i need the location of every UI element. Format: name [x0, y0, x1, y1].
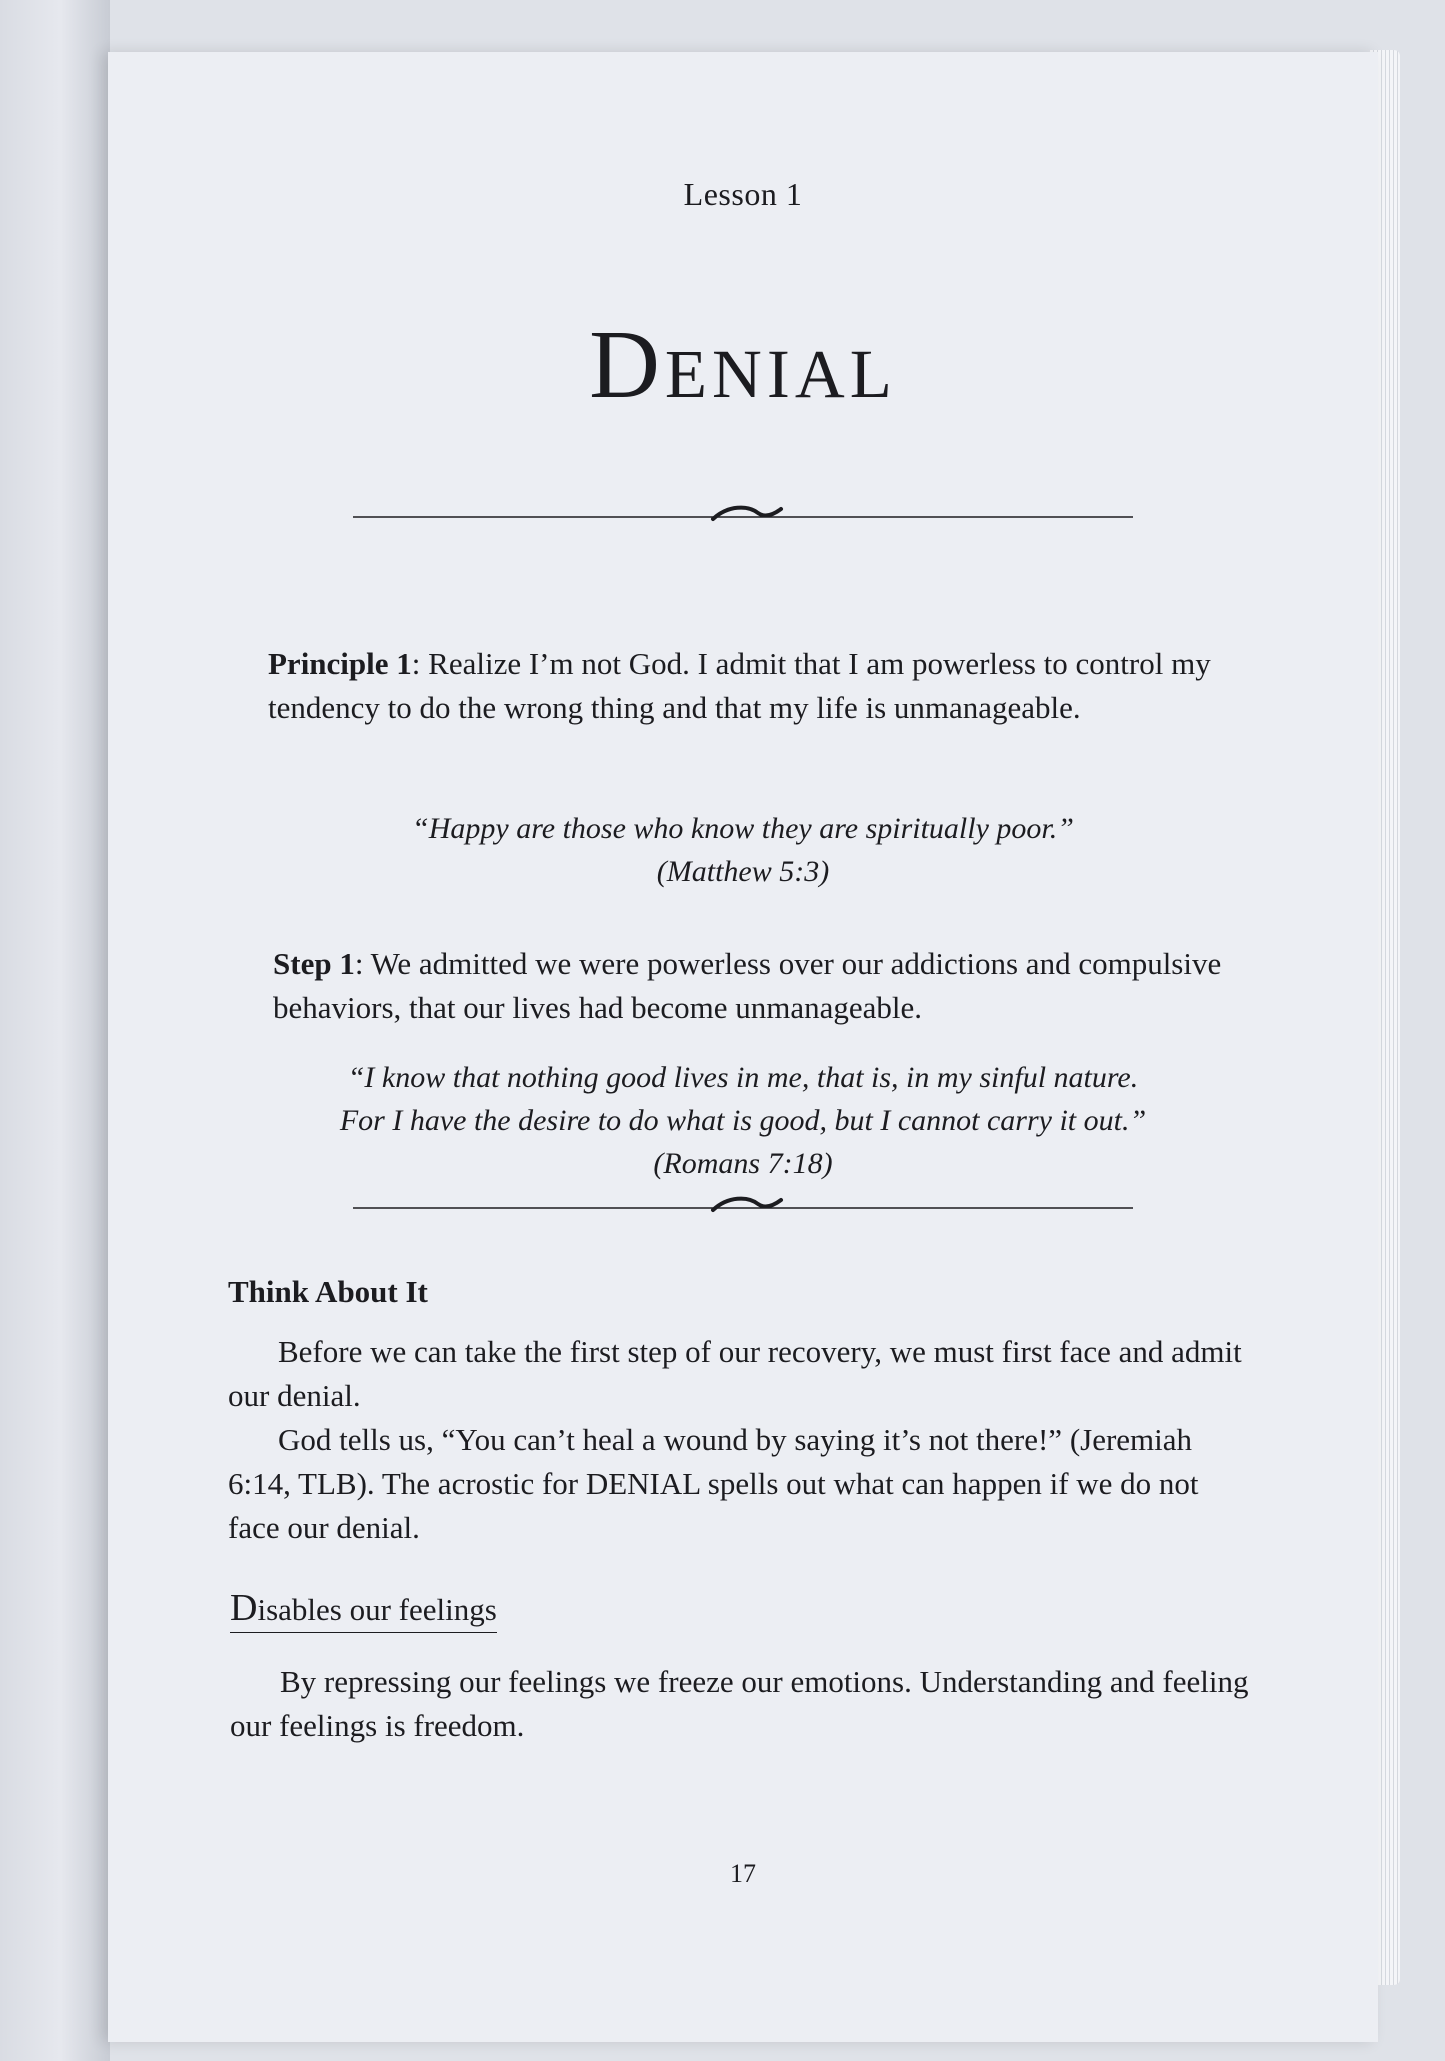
quote-romans-ref: (Romans 7:18)	[653, 1147, 833, 1180]
ornamental-divider-bottom	[108, 1190, 1378, 1220]
disables-heading-initial: D	[230, 1587, 258, 1629]
step-paragraph	[273, 942, 1223, 1030]
disables-feelings-text: By repressing our feelings we freeze our emotions. Understanding and feeling our feelings is freedom.	[230, 1664, 1249, 1743]
quote-matthew-text: “Happy are those who know they are spiritually poor.”	[412, 812, 1074, 845]
step-label: Step 1	[273, 946, 355, 981]
think-about-it-para1: Before we can take the first step of our recovery, we must first face and admit our denial.	[228, 1334, 1242, 1413]
chapter-title: Denial	[589, 311, 897, 419]
quote-matthew-ref: (Matthew 5:3)	[656, 855, 830, 888]
quote-matthew	[108, 807, 1378, 893]
think-about-it-heading: Think About It	[228, 1274, 428, 1309]
disables-heading-rest: isables our feelings	[257, 1592, 497, 1627]
disables-feelings-heading	[230, 1588, 497, 1633]
quote-romans	[108, 1056, 1378, 1185]
ornamental-divider-top	[108, 499, 1378, 529]
quote-romans-line2: For I have the desire to do what is good, but I cannot carry it out.”	[339, 1104, 1147, 1137]
page-number: 17	[730, 1859, 756, 1888]
think-about-it-para2: God tells us, “You can’t heal a wound by saying it’s not there!” (Jeremiah 6:14, TLB). The acrostic for DENIAL spells out what can happen if we do not face our denial.	[228, 1422, 1199, 1545]
facing-page-edge	[0, 0, 110, 2061]
step-text: : We admitted we were powerless over our addictions and compulsive behaviors, that our lives had become unmanageable.	[273, 946, 1222, 1025]
lesson-label: Lesson 1	[683, 176, 803, 212]
principle-text: : Realize I’m not God. I admit that I am powerless to control my tendency to do the wrong thing and that my life is unmanageable.	[268, 646, 1211, 725]
book-page	[108, 52, 1378, 2042]
principle-paragraph	[268, 642, 1218, 730]
quote-romans-line1: “I know that nothing good lives in me, that is, in my sinful nature.	[347, 1061, 1139, 1094]
principle-label: Principle 1	[268, 646, 412, 681]
